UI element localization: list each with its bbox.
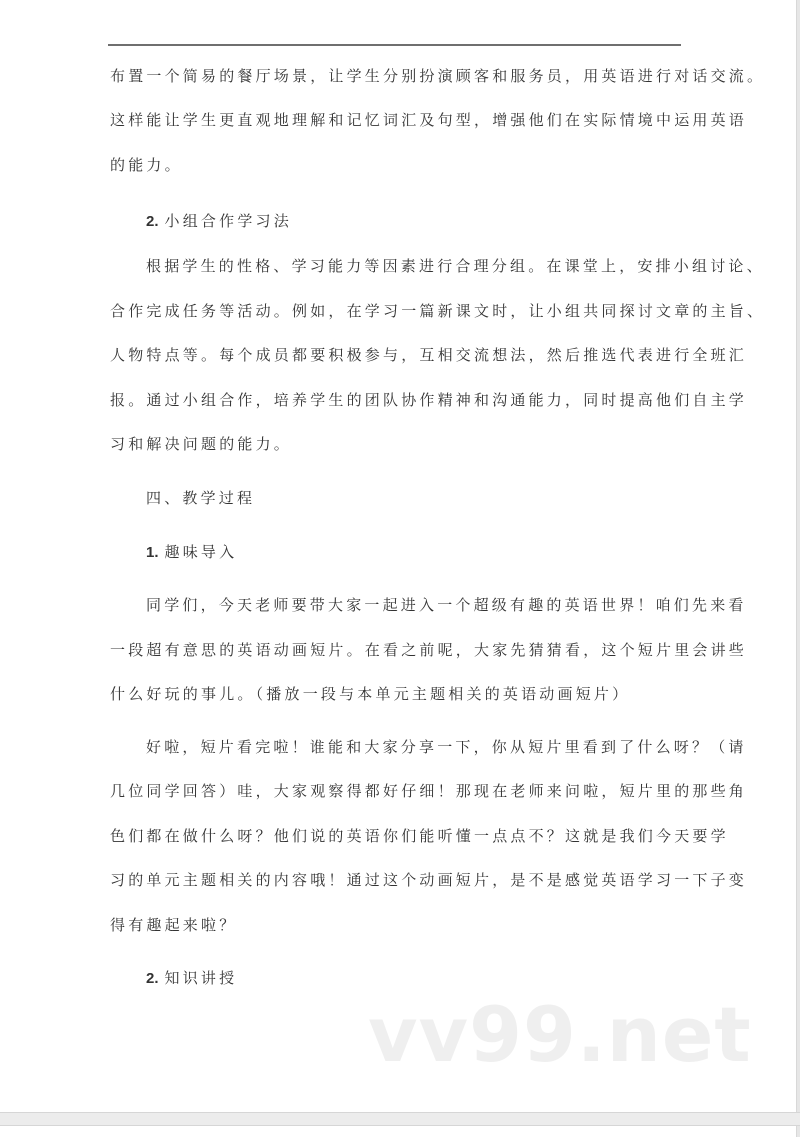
body-text-line: 的能力。 (110, 156, 183, 174)
page-separator-bar (0, 1112, 800, 1126)
section-number: 2. (146, 213, 159, 230)
section-number: 2. (146, 970, 159, 987)
body-text-line: 色们都在做什么呀？他们说的英语你们能听懂一点点不？这就是我们今天要学 (110, 827, 729, 845)
section-title: 趣味导入 (164, 543, 238, 561)
header-rule (108, 44, 681, 46)
body-text-line: 人物特点等。每个成员都要积极参与，互相交流想法，然后推选代表进行全班汇 (110, 346, 748, 364)
body-text-line: 习和解决问题的能力。 (110, 435, 293, 453)
body-text-line: 布置一个简易的餐厅场景，让学生分别扮演顾客和服务员，用英语进行对话交流。 (110, 67, 766, 85)
body-text-line: 这样能让学生更直观地理解和记忆词汇及句型，增强他们在实际情境中运用英语 (110, 111, 748, 129)
body-text-line: 好啦，短片看完啦！谁能和大家分享一下，你从短片里看到了什么呀？（请 (146, 738, 747, 756)
body-text-line: 得有趣起来啦？ (110, 916, 238, 934)
body-text-line: 一段超有意思的英语动画短片。在看之前呢，大家先猜猜看，这个短片里会讲些 (110, 641, 748, 659)
body-text-line: 根据学生的性格、学习能力等因素进行合理分组。在课堂上，安排小组讨论、 (146, 257, 765, 275)
body-text-line: 几位同学回答）哇，大家观察得都好仔细！那现在老师来问啦，短片里的那些角 (110, 782, 748, 800)
body-text-line: 报。通过小组合作，培养学生的团队协作精神和沟通能力，同时提高他们自主学 (110, 391, 748, 409)
section-title: 知识讲授 (164, 969, 238, 987)
section-heading-intro (146, 542, 721, 563)
section-heading-group-learning (146, 211, 721, 232)
body-text-line: 什么好玩的事儿。（播放一段与本单元主题相关的英语动画短片） (110, 685, 631, 703)
body-text-line: 同学们，今天老师要带大家一起进入一个超级有趣的英语世界！咱们先来看 (146, 596, 747, 614)
section-title: 小组合作学习法 (164, 212, 292, 230)
watermark: vv99.net (368, 990, 752, 1079)
body-text-line: 合作完成任务等活动。例如，在学习一篇新课文时，让小组共同探讨文章的主旨、 (110, 302, 766, 320)
page-right-edge (796, 0, 800, 1137)
chapter-heading: 四、教学过程 (146, 489, 256, 507)
section-number: 1. (146, 544, 159, 561)
body-text-line: 习的单元主题相关的内容哦！通过这个动画短片，是不是感觉英语学习一下子变 (110, 871, 748, 889)
section-heading-knowledge (146, 968, 721, 989)
